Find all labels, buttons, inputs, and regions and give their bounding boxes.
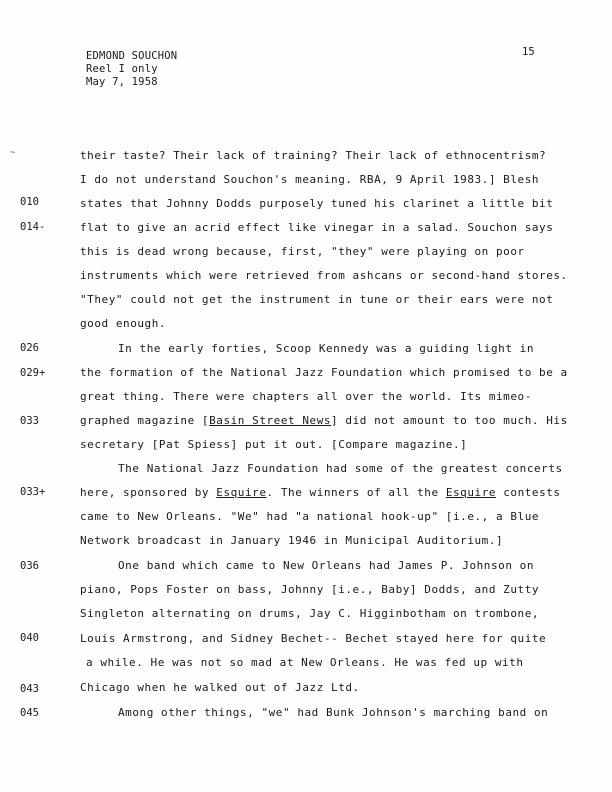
text-line: I do not understand Souchon's meaning. RBA, 9 April 1983.] Blesh	[80, 173, 540, 186]
text-line: piano, Pops Foster on bass, Johnny [i.e., Baby] Dodds, and Zutty	[80, 583, 540, 596]
margin-code: 043	[20, 683, 39, 695]
text-line: their taste? Their lack of training? Their lack of ethnocentrism?	[80, 149, 547, 162]
magazine-title: Basin Street News	[209, 414, 332, 427]
interview-date: May 7, 1958	[86, 76, 158, 88]
text-line: Among other things, "we" had Bunk Johnson's marching band on	[118, 706, 549, 719]
margin-code: 026	[20, 342, 39, 354]
text-line: "They" could not get the instrument in tune or their ears were not	[80, 293, 554, 306]
text-line: Chicago when he walked out of Jazz Ltd.	[80, 681, 360, 694]
margin-code: 040	[20, 632, 39, 644]
margin-code: 033	[20, 415, 39, 427]
text-line: instruments which were retrieved from ashcans or second-hand stores.	[80, 269, 568, 282]
text-line: this is dead wrong because, first, "they" were playing on poor	[80, 245, 525, 258]
margin-code: 033+	[20, 486, 46, 498]
text-line: came to New Orleans. "We" had "a national hook-up" [i.e., a Blue	[80, 510, 540, 523]
margin-code: 029+	[20, 367, 46, 379]
text-line: In the early forties, Scoop Kennedy was a guiding light in	[118, 342, 535, 355]
margin-code: 036	[20, 560, 39, 572]
text-line: One band which came to New Orleans had James P. Johnson on	[118, 559, 535, 572]
text-line: The National Jazz Foundation had some of the greatest concerts	[118, 462, 563, 475]
text-line: secretary [Pat Spiess] put it out. [Compare magazine.]	[80, 438, 468, 451]
text-line: here, sponsored by Esquire. The winners of all the Esquire contests	[80, 486, 561, 499]
margin-code: 010	[20, 196, 39, 208]
stray-mark: ~	[10, 148, 16, 158]
document-header	[86, 50, 177, 89]
text-line: graphed magazine [Basin Street News] did not amount to too much. His	[80, 414, 568, 427]
text-line: a while. He was not so mad at New Orleans. He was fed up with	[86, 656, 524, 669]
magazine-title: Esquire	[445, 486, 497, 499]
text-line: states that Johnny Dodds purposely tuned his clarinet a little bit	[80, 197, 554, 210]
text-line: the formation of the National Jazz Foundation which promised to be a	[80, 366, 568, 379]
page-number: 15	[522, 46, 535, 58]
text-line: good enough.	[80, 317, 167, 330]
margin-code: 014-	[20, 221, 46, 233]
text-line: flat to give an acrid effect like vinegar in a salad. Souchon says	[80, 221, 554, 234]
text-line: Louis Armstrong, and Sidney Bechet-- Bechet stayed here for quite	[80, 632, 547, 645]
reel-label: Reel I only	[86, 63, 158, 75]
text-line: great thing. There were chapters all over the world. Its mimeo-	[80, 390, 532, 403]
magazine-title: Esquire	[216, 486, 267, 499]
interviewee-name: EDMOND SOUCHON	[86, 50, 178, 62]
margin-code: 045	[20, 707, 39, 719]
text-line: Singleton alternating on drums, Jay C. Higginbotham on trombone,	[80, 607, 540, 620]
text-line: Network broadcast in January 1946 in Municipal Auditorium.]	[80, 534, 504, 547]
